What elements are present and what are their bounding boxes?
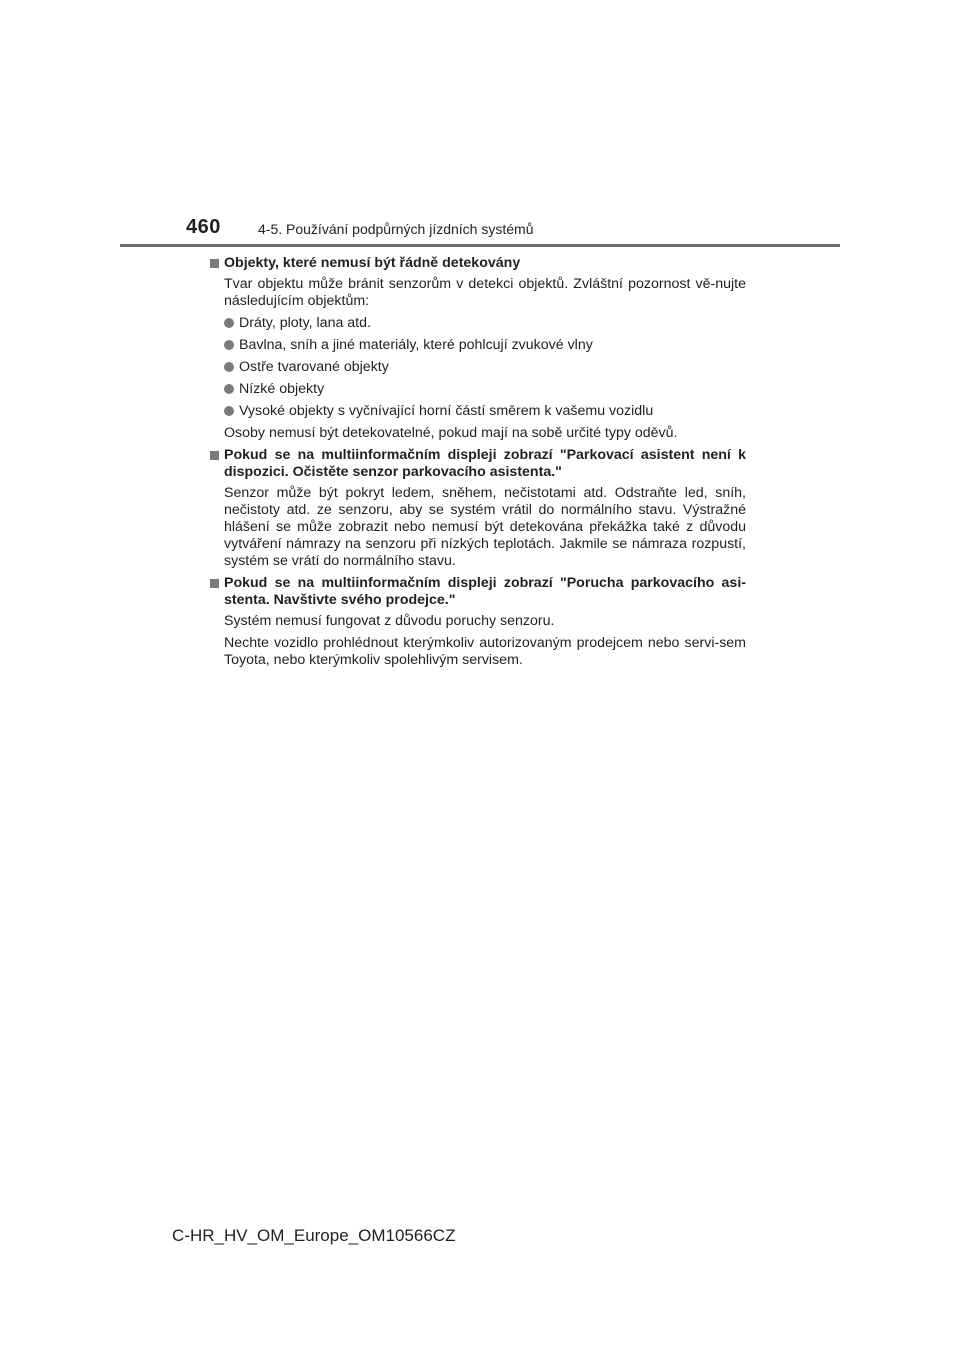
section-undetectable-objects — [210, 255, 746, 442]
paragraph: Osoby nemusí být detekovatelné, pokud mají na sobě určité typy oděvů. — [224, 425, 678, 441]
square-bullet-icon — [210, 579, 219, 588]
section-heading: Pokud se na multiinformačním displeji zobrazí "Parkovací asistent není k dispozici. Očistěte senzor parkovacího asistenta." — [210, 447, 746, 481]
circle-bullet-icon — [224, 384, 234, 394]
square-bullet-icon — [210, 259, 219, 268]
square-bullet-icon — [210, 451, 219, 460]
list-item: Bavlna, sníh a jiné materiály, které pohlcují zvukové vlny — [210, 337, 746, 354]
document-id: C-HR_HV_OM_Europe_OM10566CZ — [172, 1226, 456, 1245]
section-heading: Pokud se na multiinformačním displeji zobrazí "Porucha parkovacího asi-stenta. Navštivte svého prodejce." — [210, 575, 746, 609]
paragraph: Senzor může být pokryt ledem, sněhem, nečistotami atd. Odstraňte led, sníh, nečistoty atd. ze senzoru, aby se systém vrátil do normálního stavu. Výstražné hlášení se může zobrazit nebo nemusí být detekována překážka také z důvodu vytváření námrazy na senzoru při nízkých teplotách. Jakmile se námraza rozpustí, systém se vrátí do normálního stavu. — [224, 485, 746, 569]
paragraph: Tvar objektu může bránit senzorům v detekci objektů. Zvláštní pozornost vě-nujte následujícím objektům: — [224, 276, 746, 309]
paragraph: Nechte vozidlo prohlédnout kterýmkoliv autorizovaným prodejcem nebo servi-sem Toyota, nebo kterýmkoliv spolehlivým servisem. — [224, 635, 746, 668]
circle-bullet-icon — [224, 318, 234, 328]
list-item: Nízké objekty — [210, 381, 746, 398]
page-number: 460 — [186, 216, 221, 238]
paragraph: Systém nemusí fungovat z důvodu poruchy senzoru. — [224, 613, 555, 629]
page-content — [210, 255, 746, 674]
chapter-title: 4-5. Používání podpůrných jízdních systémů — [258, 221, 534, 237]
list-item: Vysoké objekty s vyčnívající horní částí směrem k vašemu vozidlu — [210, 403, 746, 420]
header-divider — [120, 244, 840, 247]
section-heading: Objekty, které nemusí být řádně detekovány — [210, 255, 746, 272]
section-sensor-dirty — [210, 447, 746, 570]
circle-bullet-icon — [224, 406, 234, 416]
circle-bullet-icon — [224, 362, 234, 372]
list-item: Dráty, ploty, lana atd. — [210, 315, 746, 332]
circle-bullet-icon — [224, 340, 234, 350]
section-sensor-malfunction — [210, 575, 746, 669]
list-item: Ostře tvarované objekty — [210, 359, 746, 376]
